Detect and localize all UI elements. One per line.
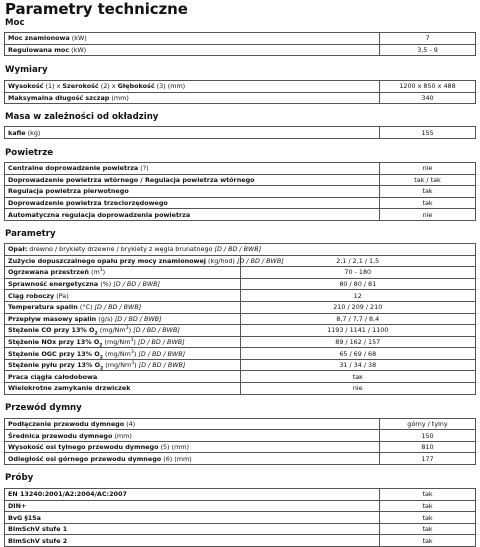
row-value-cell: 1200 x 850 x 488 <box>380 81 476 93</box>
row-unit: (mg/Nm <box>97 326 126 335</box>
spec-table-wymiary <box>4 80 476 104</box>
row-suffix: [D / BD / BWB] <box>138 361 186 370</box>
table-row <box>5 383 476 395</box>
superscript: 3 <box>99 268 103 274</box>
table-row <box>5 336 476 348</box>
row-label: Automatyczna regulacja doprowadzenia powietrza <box>8 210 191 219</box>
row-suffix: [D / BD / BWB] <box>133 326 180 335</box>
row-label: Zużycie dopuszczalnego opału przy mocy znamionowej <box>8 256 206 265</box>
row-label: BvG §15a <box>8 513 41 522</box>
row-label-cell <box>5 209 380 221</box>
spec-table-proby <box>4 488 476 547</box>
row-label-cell <box>5 301 241 313</box>
row-unit: (Pa) <box>54 291 69 300</box>
row-label-cell <box>5 336 241 348</box>
superscript: 3 <box>130 337 134 343</box>
row-unit: (mg/Nm <box>102 349 131 358</box>
row-label-cell <box>5 430 380 442</box>
row-suffix: [D / BD / BWB] <box>137 337 185 346</box>
row-label: Ciąg roboczy <box>8 291 55 300</box>
label-depth-note: (3) (mm) <box>154 82 186 91</box>
row-value-cell: tak <box>380 500 476 512</box>
fuel-suffix: [D / BD / BWB] <box>214 245 262 254</box>
spec-table-masa <box>4 126 476 139</box>
row-unit-end: ) <box>133 337 138 346</box>
row-label-cell <box>5 186 380 198</box>
row-label-cell <box>5 500 380 512</box>
subscript: 2 <box>94 331 98 337</box>
spec-table-parametry <box>4 243 476 395</box>
row-label: DIN+ <box>8 501 27 510</box>
table-row <box>5 301 476 313</box>
row-label: Regulowana moc <box>8 45 70 54</box>
row-label: EN 13240:2001/A2:2004/AC:2007 <box>8 490 127 499</box>
row-value-cell: 340 <box>380 92 476 104</box>
row-label-cell <box>5 33 380 45</box>
table-row <box>5 512 476 524</box>
row-unit: (4) <box>124 419 136 428</box>
row-value-cell: nie <box>380 209 476 221</box>
table-row <box>5 174 476 186</box>
row-label-cell <box>5 325 241 337</box>
row-label: Stężenie NOx przy 13% O <box>8 337 100 346</box>
row-unit: (kg/hod) <box>205 256 237 265</box>
row-label-cell <box>5 174 380 186</box>
table-row <box>5 325 476 337</box>
table-row <box>5 267 476 279</box>
row-label: Maksymalna długość szczap <box>8 94 110 103</box>
table-row <box>5 127 476 139</box>
row-label: Praca ciągła całodobowa <box>8 372 98 381</box>
subscript: 2 <box>99 343 103 349</box>
section-title-proby: Próby <box>5 473 34 484</box>
table-row <box>5 209 476 221</box>
spec-table-powietrze <box>4 162 476 221</box>
label-height-note: (1) x <box>43 82 63 91</box>
table-row <box>5 81 476 93</box>
row-label-cell <box>5 418 380 430</box>
row-value-cell: 65 / 69 / 68 <box>240 348 476 360</box>
row-unit: (mm) <box>109 94 129 103</box>
row-suffix: [D / BD / BWB] <box>113 280 161 289</box>
row-label: Średnica przewodu dymnego <box>8 431 113 440</box>
table-row <box>5 197 476 209</box>
row-value-cell: 89 / 162 / 157 <box>240 336 476 348</box>
table-row <box>5 33 476 45</box>
row-label-cell <box>5 81 380 93</box>
row-value-cell: 80 / 80 / 81 <box>240 278 476 290</box>
row-label-cell <box>5 313 241 325</box>
row-label-cell <box>5 278 241 290</box>
row-unit: (6) (mm) <box>161 454 192 463</box>
row-label-cell <box>5 290 241 302</box>
table-row <box>5 430 476 442</box>
fuel-label: Opał: <box>8 245 28 254</box>
row-label: BImSchV stufe 2 <box>8 536 68 545</box>
spec-table-przewod <box>4 418 476 465</box>
row-label-cell <box>5 162 380 174</box>
row-value-cell: nie <box>240 383 476 395</box>
row-label-cell <box>5 523 380 535</box>
row-label-cell <box>5 371 241 383</box>
label-width-note: (2) x <box>98 82 118 91</box>
row-label-cell <box>5 535 380 547</box>
fuel-text: drewno / brykiety drzewne / brykiety z węgla brunatnego <box>27 245 215 254</box>
row-label: Wielokrotne zamykanie drzwiczek <box>8 384 131 393</box>
row-label-cell <box>5 441 380 453</box>
subscript: 2 <box>100 366 104 372</box>
table-row <box>5 371 476 383</box>
row-label-cell <box>5 197 380 209</box>
row-value-cell: tak <box>380 489 476 501</box>
row-label: kafle <box>8 128 26 137</box>
fuel-cell <box>5 243 476 255</box>
table-row <box>5 453 476 465</box>
row-value-cell: 150 <box>380 430 476 442</box>
label-depth: Głębokość <box>117 82 155 91</box>
row-unit: (m <box>88 268 100 277</box>
row-value-cell: 810 <box>380 441 476 453</box>
row-suffix: [D / BD / BWB] <box>94 303 142 312</box>
row-label-cell <box>5 359 241 371</box>
row-label-cell <box>5 92 380 104</box>
row-label: Podłączenie przewodu dymnego <box>8 419 125 428</box>
superscript: 3 <box>131 361 135 367</box>
row-unit: (g/s) <box>96 314 115 323</box>
spec-table-moc <box>4 32 476 56</box>
section-title-parametry: Parametry <box>5 228 56 239</box>
row-suffix: [D / BD / BWB] <box>138 349 186 358</box>
row-unit-end: ) <box>128 326 134 335</box>
table-row <box>5 348 476 360</box>
table-row <box>5 418 476 430</box>
row-label: Ogrzewana przestrzeń <box>8 268 89 277</box>
table-row <box>5 44 476 56</box>
row-value-cell: nie <box>380 162 476 174</box>
row-unit-end: ) <box>134 361 139 370</box>
row-value-cell: tak <box>380 535 476 547</box>
row-unit: (mg/Nm <box>102 337 131 346</box>
page-title: Parametry techniczne <box>5 0 188 18</box>
table-row <box>5 278 476 290</box>
table-row <box>5 162 476 174</box>
row-label-cell <box>5 44 380 56</box>
row-value-cell: tak / tak <box>380 174 476 186</box>
table-row <box>5 359 476 371</box>
spec-content <box>0 18 480 547</box>
subscript: 2 <box>99 354 103 360</box>
section-title-masa: Masa w zależności od okładziny <box>5 112 159 123</box>
row-value-cell: 210 / 209 / 210 <box>240 301 476 313</box>
table-row <box>5 500 476 512</box>
row-value-cell: 1193 / 1141 / 1100 <box>240 325 476 337</box>
row-label: Przepływ masowy spalin <box>8 314 97 323</box>
row-value-cell: tak <box>380 512 476 524</box>
superscript: 3 <box>130 349 134 355</box>
row-value-cell: 7 <box>380 33 476 45</box>
row-unit: (?) <box>138 164 149 173</box>
row-unit-end: ) <box>133 349 139 358</box>
row-label: Regulacja powietrza pierwotnego <box>8 187 129 196</box>
row-value-cell: 177 <box>380 453 476 465</box>
row-unit: (°C) <box>77 303 95 312</box>
row-unit: (kW) <box>69 45 87 54</box>
row-unit: (%) <box>98 280 114 289</box>
row-label: Moc znamionowa <box>8 34 70 43</box>
section-title-moc: Moc <box>5 18 25 28</box>
row-label: BImSchV stufe 1 <box>8 525 68 534</box>
row-value-cell: górny / tylny <box>380 418 476 430</box>
table-row <box>5 255 476 267</box>
row-value-cell: 12 <box>240 290 476 302</box>
row-unit: (mg/Nm <box>103 361 132 370</box>
label-height: Wysokość <box>8 82 44 91</box>
row-unit: (mm) <box>112 431 132 440</box>
row-value-cell: tak <box>380 523 476 535</box>
label-width: Szerokość <box>62 82 99 91</box>
row-value-cell: tak <box>240 371 476 383</box>
row-suffix: [D / BD / BWB] <box>114 314 162 323</box>
row-label: Doprowadzenie powietrza wtórnego / Regulacja powietrza wtórnego <box>8 175 255 184</box>
row-label-cell <box>5 255 284 267</box>
row-value-cell: 70 - 180 <box>240 267 476 279</box>
table-row <box>5 313 476 325</box>
table-row <box>5 489 476 501</box>
row-label-cell <box>5 383 241 395</box>
row-value-cell: 31 / 34 / 38 <box>240 359 476 371</box>
row-label: Stężenie CO przy 13% O <box>8 326 95 335</box>
section-title-przewod: Przewód dymny <box>5 402 82 413</box>
row-unit: (kg) <box>25 128 41 137</box>
row-value-cell: tak <box>380 186 476 198</box>
row-suffix: [D / BD / BWB] <box>236 256 284 265</box>
row-label-cell <box>5 489 380 501</box>
row-label: Centralne doprowadzenie powietrza <box>8 164 139 173</box>
table-row <box>5 290 476 302</box>
table-row <box>5 441 476 453</box>
section-title-powietrze: Powietrze <box>5 147 54 158</box>
row-label-cell <box>5 512 380 524</box>
row-unit: (5) (mm) <box>158 443 190 452</box>
row-value-cell: tak <box>380 197 476 209</box>
row-label-cell <box>5 127 380 139</box>
table-row <box>5 523 476 535</box>
row-label: Wysokość osi tylnego przewodu dymnego <box>8 443 159 452</box>
row-value-cell: 155 <box>380 127 476 139</box>
table-row <box>5 243 476 255</box>
table-row <box>5 186 476 198</box>
row-label: Stężenie OGC przy 13% O <box>8 349 100 358</box>
row-label: Odległość osi górnego przewodu dymnego <box>8 454 162 463</box>
row-value-cell: 3,5 - 9 <box>380 44 476 56</box>
superscript: 3 <box>125 326 129 332</box>
table-row <box>5 92 476 104</box>
section-title-wymiary: Wymiary <box>5 65 48 76</box>
row-label: Stężenie pyłu przy 13% O <box>8 361 101 370</box>
row-value-cell: 2,1 / 2,1 / 1,5 <box>240 255 476 267</box>
row-label: Sprawność energetyczna <box>8 280 99 289</box>
row-label: Doprowadzenie powietrza trzeciorzędowego <box>8 199 168 208</box>
row-value-cell: 8,7 / 7,7 / 8,4 <box>240 313 476 325</box>
row-label-cell <box>5 267 241 279</box>
row-label-cell <box>5 453 380 465</box>
row-unit: (kW) <box>69 34 87 43</box>
row-label-cell <box>5 348 241 360</box>
row-unit-end: ) <box>102 268 106 277</box>
row-label: Temperatura spalin <box>8 303 78 312</box>
table-row <box>5 535 476 547</box>
